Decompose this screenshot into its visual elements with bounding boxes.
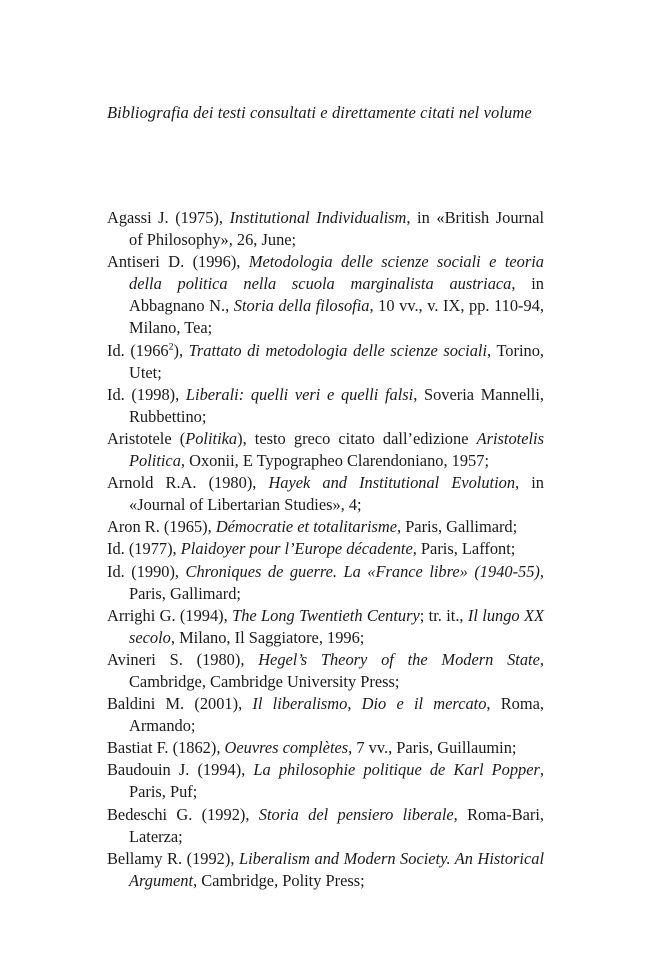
entry-text: ),: [173, 340, 189, 360]
entry-text: Arrighi G. (1994),: [107, 605, 233, 625]
entry-text: Baudouin J. (1994),: [107, 760, 254, 780]
entry-text: , Roma, Armando;: [129, 694, 544, 736]
entry-text: Bellamy R. (1992),: [107, 848, 239, 868]
bibliography-entry: [107, 737, 544, 759]
bibliography-entry: [107, 561, 544, 605]
entry-text: ; tr. it.,: [419, 605, 468, 625]
entry-text: , Paris, Gallimard;: [397, 517, 518, 537]
bibliography-entry: [107, 516, 544, 538]
entry-text: , 10 vv., v. IX, pp. 110-94, Milano, Tea;: [129, 296, 544, 338]
entry-title: Trattato di metodologia delle scienze sociali: [188, 340, 488, 360]
entry-text: , Paris, Laffont;: [412, 539, 516, 559]
entry-title: Hegel’s Theory of the Modern State: [258, 649, 540, 669]
edition-superscript: 2: [168, 341, 174, 353]
bibliography-entry: [107, 759, 544, 803]
running-head: Bibliografia dei testi consultati e direttamente citati nel volume: [107, 103, 532, 122]
entry-title: Liberali: quelli veri e quelli falsi: [185, 384, 414, 404]
entry-text: , Cambridge, Cambridge University Press;: [129, 649, 544, 691]
entry-text: Avineri S. (1980),: [107, 649, 259, 669]
entry-title: Storia del pensiero liberale,: [258, 804, 458, 824]
bibliography-entry: [107, 649, 544, 693]
entry-text: , Torino, Utet;: [129, 340, 545, 382]
entry-title: Liberalism and Modern Society. An Historical Argument: [129, 848, 545, 890]
entry-title: Oeuvres complètes: [224, 738, 349, 758]
entry-text: Agassi J. (1975),: [107, 208, 230, 227]
entry-text: Baldini M. (2001),: [107, 694, 253, 714]
entry-title: Aristotelis Politica: [129, 428, 544, 471]
bibliography-entry: [107, 693, 544, 737]
entry-text: , Soveria Mannelli, Rubbettino;: [129, 384, 544, 426]
entry-title: Institutional Individualism: [229, 208, 407, 227]
entry-text: , Oxonii, E Typographeo Clarendoniano, 1957;: [180, 451, 490, 471]
entry-text: Roma-Bari, Laterza;: [129, 804, 545, 846]
bibliography-list: [107, 207, 544, 892]
entry-text: Aron R. (1965),: [107, 517, 216, 537]
bibliography-entry: [107, 340, 544, 384]
entry-text: , 7 vv., Paris, Guillaumin;: [348, 738, 517, 758]
entry-title: Démocratie et totalitarisme: [215, 517, 397, 537]
entry-title: The Long Twentieth Century: [232, 605, 420, 625]
entry-title: Il liberalismo, Dio e il mercato: [252, 694, 487, 714]
entry-text: , Cambridge, Polity Press;: [193, 870, 365, 890]
entry-text: Id. (1990),: [107, 561, 186, 581]
bibliography-entry: [107, 251, 544, 339]
bibliography-entry: [107, 428, 544, 472]
entry-text: Id. (1977),: [107, 539, 181, 559]
entry-text: Aristotele (: [107, 428, 186, 448]
entry-text: Id. (1966: [107, 340, 169, 360]
entry-title: Plaidoyer pour l’Europe décadente: [180, 539, 413, 559]
entry-title: La philosophie politique de Karl Popper: [253, 760, 540, 780]
entry-text: Paris, Gallimard;: [129, 583, 241, 603]
entry-text: Bedeschi G. (1992),: [107, 804, 259, 824]
entry-text: Antiseri D. (1996),: [107, 252, 249, 272]
entry-text: , in «Journal of Libertarian Studies», 4;: [129, 473, 544, 515]
entry-text: ), testo greco citato dall’edizione: [237, 428, 477, 448]
entry-text: Bastiat F. (1862),: [107, 738, 225, 758]
entry-text: Arnold R.A. (1980),: [107, 473, 269, 493]
entry-text: , in «British Journal of Philosophy», 26, June;: [129, 208, 544, 250]
entry-text: , in Abbagnano N.,: [129, 274, 544, 316]
bibliography-entry: [107, 605, 544, 649]
entry-text: , Paris, Puf;: [129, 760, 544, 802]
bibliography-entry: [107, 384, 544, 428]
entry-text: , Milano, Il Saggiatore, 1996;: [170, 627, 365, 647]
entry-title: Metodologia delle scienze sociali e teoria della politica nella scuola marginalista austriaca: [129, 252, 545, 294]
bibliography-entry: [107, 472, 544, 516]
entry-title: Politika: [185, 428, 238, 448]
bibliography-entry: [107, 804, 544, 848]
bibliography-entry: [107, 848, 544, 892]
bibliography-entry: [107, 538, 544, 560]
entry-title: Il lungo XX secolo: [129, 605, 544, 647]
entry-title: Hayek and Institutional Evolution: [268, 473, 516, 493]
entry-title: Chroniques de guerre. La «France libre» (1940-55),: [185, 561, 544, 581]
entry-title: Storia della filosofia: [233, 296, 370, 316]
entry-text: Id. (1998),: [107, 384, 186, 404]
bibliography-entry: [107, 207, 544, 251]
